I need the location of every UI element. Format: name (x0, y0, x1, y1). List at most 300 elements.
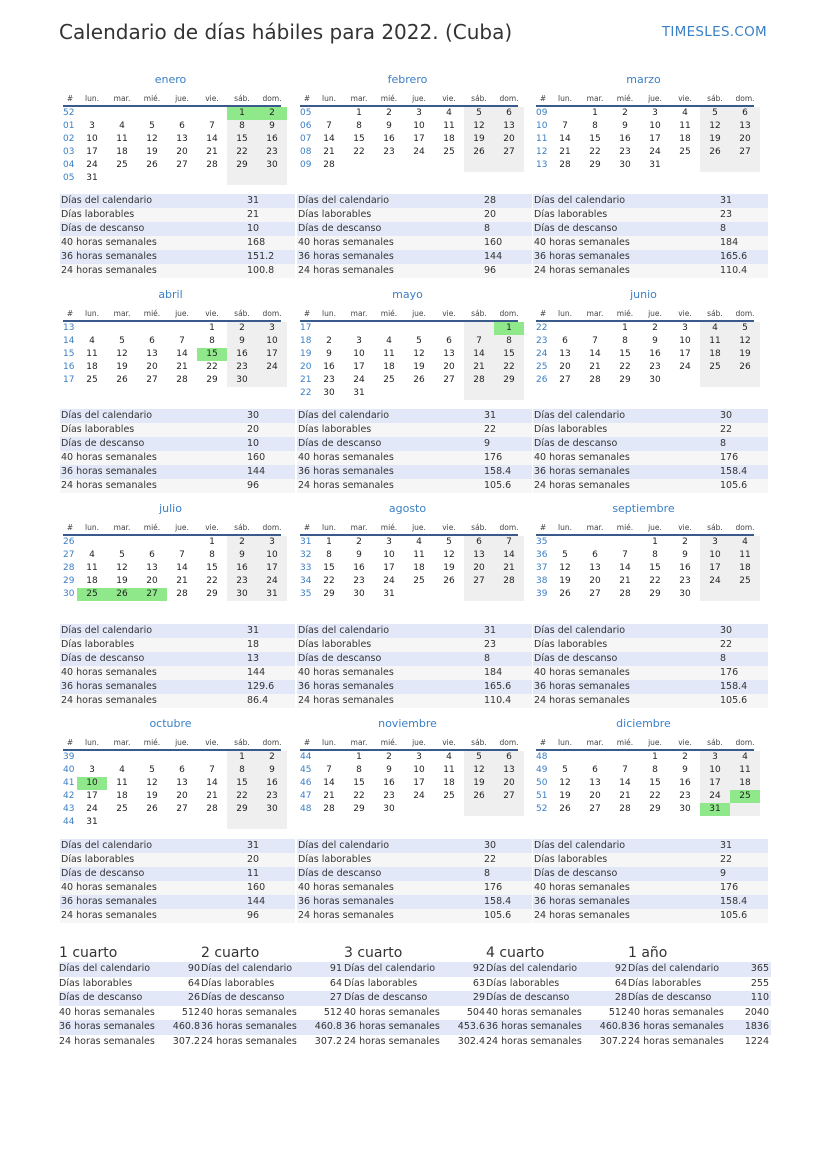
day-cell[interactable]: 3 (89, 765, 95, 775)
day-cell[interactable]: 20 (146, 576, 158, 586)
day-cell[interactable]: 23 (619, 147, 631, 157)
day-cell[interactable]: 14 (206, 134, 218, 144)
day-cell[interactable]: 14 (323, 778, 335, 788)
day-cell[interactable]: 10 (679, 336, 691, 346)
day-cell[interactable]: 26 (730, 361, 760, 374)
day-cell[interactable]: 2 (257, 107, 287, 120)
day-cell[interactable]: 7 (179, 550, 185, 560)
day-cell[interactable]: 26 (116, 375, 128, 385)
day-cell[interactable]: 27 (137, 588, 167, 601)
day-cell[interactable]: 8 (209, 336, 215, 346)
day-cell[interactable]: 27 (589, 589, 601, 599)
day-cell[interactable]: 25 (383, 375, 395, 385)
day-cell[interactable]: 18 (679, 134, 691, 144)
day-cell[interactable]: 30 (679, 804, 691, 814)
day-cell[interactable]: 23 (679, 791, 691, 801)
day-cell[interactable]: 25 (116, 160, 128, 170)
day-cell[interactable]: 5 (446, 537, 452, 547)
day-cell[interactable]: 27 (494, 790, 524, 803)
day-cell[interactable]: 23 (679, 576, 691, 586)
day-cell[interactable]: 5 (464, 107, 494, 120)
day-cell[interactable]: 25 (679, 147, 691, 157)
day-cell[interactable]: 4 (89, 336, 95, 346)
day-cell[interactable]: 18 (443, 778, 455, 788)
day-cell[interactable]: 5 (464, 751, 494, 764)
day-cell[interactable]: 27 (730, 146, 760, 159)
day-cell[interactable]: 11 (730, 764, 760, 777)
day-cell[interactable]: 13 (146, 563, 158, 573)
day-cell[interactable]: 29 (494, 374, 524, 387)
day-cell[interactable]: 11 (679, 121, 691, 131)
day-cell[interactable]: 16 (619, 134, 631, 144)
day-cell[interactable]: 15 (649, 778, 661, 788)
day-cell[interactable]: 18 (700, 348, 730, 361)
day-cell[interactable]: 8 (494, 335, 524, 348)
day-cell[interactable]: 10 (86, 134, 98, 144)
day-cell[interactable]: 18 (86, 362, 98, 372)
day-cell[interactable]: 5 (149, 765, 155, 775)
day-cell[interactable]: 18 (86, 576, 98, 586)
day-cell[interactable]: 4 (682, 108, 688, 118)
day-cell[interactable]: 17 (353, 362, 365, 372)
day-cell[interactable]: 23 (649, 362, 661, 372)
day-cell[interactable]: 20 (589, 791, 601, 801)
day-cell[interactable]: 12 (559, 563, 571, 573)
day-cell[interactable]: 10 (257, 335, 287, 348)
day-cell[interactable]: 1 (209, 323, 215, 333)
day-cell[interactable]: 24 (649, 147, 661, 157)
day-cell[interactable]: 17 (649, 134, 661, 144)
day-cell[interactable]: 7 (209, 121, 215, 131)
day-cell[interactable]: 19 (559, 791, 571, 801)
day-cell[interactable]: 11 (116, 134, 128, 144)
day-cell[interactable]: 21 (619, 791, 631, 801)
day-cell[interactable]: 12 (700, 120, 730, 133)
day-cell[interactable]: 2 (326, 336, 332, 346)
day-cell[interactable]: 29 (227, 803, 257, 816)
day-cell[interactable]: 30 (257, 803, 287, 816)
day-cell[interactable]: 7 (326, 121, 332, 131)
day-cell[interactable]: 2 (386, 108, 392, 118)
day-cell[interactable]: 28 (176, 589, 188, 599)
day-cell[interactable]: 11 (443, 765, 455, 775)
day-cell[interactable]: 19 (146, 147, 158, 157)
day-cell[interactable]: 1 (227, 107, 257, 120)
day-cell[interactable]: 6 (494, 107, 524, 120)
day-cell[interactable]: 31 (649, 160, 661, 170)
day-cell[interactable]: 16 (649, 349, 661, 359)
day-cell[interactable]: 17 (383, 563, 395, 573)
day-cell[interactable]: 14 (176, 349, 188, 359)
day-cell[interactable]: 11 (443, 121, 455, 131)
day-cell[interactable]: 14 (176, 563, 188, 573)
day-cell[interactable]: 7 (592, 336, 598, 346)
day-cell[interactable]: 25 (443, 147, 455, 157)
day-cell[interactable]: 16 (383, 778, 395, 788)
day-cell[interactable]: 28 (176, 375, 188, 385)
day-cell[interactable]: 22 (206, 362, 218, 372)
day-cell[interactable]: 23 (383, 147, 395, 157)
day-cell[interactable]: 15 (649, 563, 661, 573)
day-cell[interactable]: 7 (209, 765, 215, 775)
day-cell[interactable]: 15 (323, 563, 335, 573)
day-cell[interactable]: 9 (227, 335, 257, 348)
day-cell[interactable]: 17 (700, 777, 730, 790)
day-cell[interactable]: 24 (413, 791, 425, 801)
day-cell[interactable]: 7 (179, 336, 185, 346)
day-cell[interactable]: 10 (77, 777, 107, 790)
day-cell[interactable]: 24 (86, 160, 98, 170)
day-cell[interactable]: 14 (206, 778, 218, 788)
day-cell[interactable]: 30 (227, 374, 257, 387)
day-cell[interactable]: 5 (562, 765, 568, 775)
day-cell[interactable]: 10 (383, 550, 395, 560)
day-cell[interactable]: 30 (679, 589, 691, 599)
day-cell[interactable]: 22 (589, 147, 601, 157)
day-cell[interactable]: 19 (464, 133, 494, 146)
day-cell[interactable]: 6 (730, 107, 760, 120)
day-cell[interactable]: 24 (700, 790, 730, 803)
day-cell[interactable]: 26 (107, 588, 137, 601)
day-cell[interactable]: 31 (257, 588, 287, 601)
day-cell[interactable]: 12 (116, 349, 128, 359)
day-cell[interactable]: 1 (652, 537, 658, 547)
day-cell[interactable]: 7 (494, 536, 524, 549)
day-cell[interactable]: 6 (464, 536, 494, 549)
day-cell[interactable]: 9 (326, 349, 332, 359)
day-cell[interactable]: 18 (116, 147, 128, 157)
day-cell[interactable]: 9 (682, 550, 688, 560)
day-cell[interactable]: 13 (176, 778, 188, 788)
day-cell[interactable]: 3 (652, 108, 658, 118)
day-cell[interactable]: 3 (257, 322, 287, 335)
day-cell[interactable]: 15 (619, 349, 631, 359)
day-cell[interactable]: 29 (323, 589, 335, 599)
day-cell[interactable]: 3 (257, 536, 287, 549)
day-cell[interactable]: 6 (149, 550, 155, 560)
day-cell[interactable]: 2 (622, 108, 628, 118)
day-cell[interactable]: 16 (227, 348, 257, 361)
day-cell[interactable]: 23 (383, 791, 395, 801)
day-cell[interactable]: 17 (257, 562, 287, 575)
day-cell[interactable]: 3 (89, 121, 95, 131)
day-cell[interactable]: 3 (700, 536, 730, 549)
day-cell[interactable]: 2 (386, 752, 392, 762)
day-cell[interactable]: 20 (176, 147, 188, 157)
day-cell[interactable]: 12 (559, 778, 571, 788)
day-cell[interactable]: 22 (227, 790, 257, 803)
day-cell[interactable]: 24 (353, 375, 365, 385)
day-cell[interactable]: 9 (257, 120, 287, 133)
day-cell[interactable]: 6 (179, 765, 185, 775)
day-cell[interactable]: 9 (652, 336, 658, 346)
day-cell[interactable]: 21 (323, 791, 335, 801)
day-cell[interactable]: 13 (559, 349, 571, 359)
day-cell[interactable]: 19 (146, 791, 158, 801)
day-cell[interactable]: 17 (700, 562, 730, 575)
day-cell[interactable]: 27 (176, 160, 188, 170)
day-cell[interactable]: 29 (589, 160, 601, 170)
day-cell[interactable]: 12 (730, 335, 760, 348)
day-cell[interactable]: 15 (227, 777, 257, 790)
day-cell[interactable]: 21 (323, 147, 335, 157)
day-cell[interactable]: 24 (257, 575, 287, 588)
day-cell[interactable]: 21 (464, 361, 494, 374)
day-cell[interactable]: 22 (619, 362, 631, 372)
day-cell[interactable]: 13 (464, 549, 494, 562)
day-cell[interactable]: 20 (146, 362, 158, 372)
day-cell[interactable]: 29 (649, 589, 661, 599)
day-cell[interactable]: 14 (559, 134, 571, 144)
day-cell[interactable]: 8 (652, 550, 658, 560)
day-cell[interactable]: 31 (86, 173, 98, 183)
day-cell[interactable]: 13 (494, 764, 524, 777)
day-cell[interactable]: 4 (119, 121, 125, 131)
day-cell[interactable]: 19 (413, 362, 425, 372)
day-cell[interactable]: 4 (89, 550, 95, 560)
day-cell[interactable]: 28 (589, 375, 601, 385)
day-cell[interactable]: 30 (619, 160, 631, 170)
day-cell[interactable]: 19 (730, 348, 760, 361)
day-cell[interactable]: 9 (386, 121, 392, 131)
day-cell[interactable]: 21 (559, 147, 571, 157)
day-cell[interactable]: 12 (443, 550, 455, 560)
day-cell[interactable]: 14 (323, 134, 335, 144)
day-cell[interactable]: 18 (730, 562, 760, 575)
day-cell[interactable]: 14 (619, 563, 631, 573)
day-cell[interactable]: 1 (652, 752, 658, 762)
day-cell[interactable]: 24 (86, 804, 98, 814)
day-cell[interactable]: 19 (443, 563, 455, 573)
day-cell[interactable]: 24 (413, 147, 425, 157)
day-cell[interactable]: 3 (416, 108, 422, 118)
day-cell[interactable]: 24 (700, 575, 730, 588)
day-cell[interactable]: 10 (700, 549, 730, 562)
day-cell[interactable]: 28 (323, 160, 335, 170)
day-cell[interactable]: 26 (443, 576, 455, 586)
day-cell[interactable]: 5 (562, 550, 568, 560)
brand-link[interactable]: TIMESLES.COM (661, 24, 767, 40)
day-cell[interactable]: 11 (730, 549, 760, 562)
day-cell[interactable]: 10 (353, 349, 365, 359)
day-cell[interactable]: 29 (206, 589, 218, 599)
day-cell[interactable]: 26 (700, 146, 730, 159)
day-cell[interactable]: 30 (323, 388, 335, 398)
day-cell[interactable]: 4 (446, 752, 452, 762)
day-cell[interactable]: 9 (257, 764, 287, 777)
day-cell[interactable]: 14 (494, 549, 524, 562)
day-cell[interactable]: 20 (176, 791, 188, 801)
day-cell[interactable]: 10 (413, 765, 425, 775)
day-cell[interactable]: 28 (559, 160, 571, 170)
day-cell[interactable]: 26 (464, 790, 494, 803)
day-cell[interactable]: 1 (494, 322, 524, 335)
day-cell[interactable]: 27 (146, 375, 158, 385)
day-cell[interactable]: 18 (413, 563, 425, 573)
day-cell[interactable]: 7 (562, 121, 568, 131)
day-cell[interactable]: 2 (257, 751, 287, 764)
day-cell[interactable]: 18 (730, 777, 760, 790)
day-cell[interactable]: 8 (356, 121, 362, 131)
day-cell[interactable]: 3 (700, 751, 730, 764)
day-cell[interactable]: 30 (227, 588, 257, 601)
day-cell[interactable]: 12 (464, 764, 494, 777)
day-cell[interactable]: 29 (227, 159, 257, 172)
day-cell[interactable]: 27 (589, 804, 601, 814)
day-cell[interactable]: 28 (206, 160, 218, 170)
day-cell[interactable]: 11 (383, 349, 395, 359)
day-cell[interactable]: 16 (353, 563, 365, 573)
day-cell[interactable]: 4 (416, 537, 422, 547)
day-cell[interactable]: 2 (356, 537, 362, 547)
day-cell[interactable]: 14 (589, 349, 601, 359)
day-cell[interactable]: 4 (700, 322, 730, 335)
day-cell[interactable]: 15 (589, 134, 601, 144)
day-cell[interactable]: 7 (326, 765, 332, 775)
day-cell[interactable]: 13 (443, 349, 455, 359)
day-cell[interactable]: 11 (86, 563, 98, 573)
day-cell[interactable]: 6 (562, 336, 568, 346)
day-cell[interactable]: 1 (356, 108, 362, 118)
day-cell[interactable]: 19 (700, 133, 730, 146)
day-cell[interactable]: 6 (592, 765, 598, 775)
day-cell[interactable]: 22 (494, 361, 524, 374)
day-cell[interactable]: 4 (730, 536, 760, 549)
day-cell[interactable]: 11 (116, 778, 128, 788)
day-cell[interactable]: 26 (146, 804, 158, 814)
day-cell[interactable]: 16 (679, 778, 691, 788)
day-cell[interactable]: 1 (326, 537, 332, 547)
day-cell[interactable]: 11 (700, 335, 730, 348)
day-cell[interactable]: 17 (413, 134, 425, 144)
day-cell[interactable]: 21 (619, 576, 631, 586)
day-cell[interactable]: 12 (116, 563, 128, 573)
day-cell[interactable]: 21 (176, 362, 188, 372)
day-cell[interactable]: 16 (257, 777, 287, 790)
day-cell[interactable]: 25 (116, 804, 128, 814)
day-cell[interactable]: 29 (206, 375, 218, 385)
day-cell[interactable]: 15 (494, 348, 524, 361)
day-cell[interactable]: 7 (464, 335, 494, 348)
day-cell[interactable]: 2 (682, 537, 688, 547)
day-cell[interactable]: 18 (383, 362, 395, 372)
day-cell[interactable]: 9 (356, 550, 362, 560)
day-cell[interactable]: 1 (592, 108, 598, 118)
day-cell[interactable]: 20 (464, 562, 494, 575)
day-cell[interactable]: 30 (649, 375, 661, 385)
day-cell[interactable]: 14 (464, 348, 494, 361)
day-cell[interactable]: 2 (652, 323, 658, 333)
day-cell[interactable]: 26 (559, 589, 571, 599)
day-cell[interactable]: 21 (494, 562, 524, 575)
day-cell[interactable]: 20 (443, 362, 455, 372)
day-cell[interactable]: 15 (206, 563, 218, 573)
day-cell[interactable]: 29 (619, 375, 631, 385)
day-cell[interactable]: 16 (257, 133, 287, 146)
day-cell[interactable]: 2 (682, 752, 688, 762)
day-cell[interactable]: 22 (353, 791, 365, 801)
day-cell[interactable]: 28 (323, 804, 335, 814)
day-cell[interactable]: 17 (679, 349, 691, 359)
day-cell[interactable]: 17 (86, 791, 98, 801)
day-cell[interactable]: 30 (257, 159, 287, 172)
day-cell[interactable]: 22 (353, 147, 365, 157)
day-cell[interactable]: 29 (353, 804, 365, 814)
day-cell[interactable]: 15 (353, 134, 365, 144)
day-cell[interactable]: 22 (227, 146, 257, 159)
day-cell[interactable]: 21 (589, 362, 601, 372)
day-cell[interactable]: 28 (619, 589, 631, 599)
day-cell[interactable]: 8 (652, 765, 658, 775)
day-cell[interactable]: 8 (622, 336, 628, 346)
day-cell[interactable]: 28 (619, 804, 631, 814)
day-cell[interactable]: 18 (116, 791, 128, 801)
day-cell[interactable]: 10 (413, 121, 425, 131)
day-cell[interactable]: 27 (443, 375, 455, 385)
day-cell[interactable]: 9 (386, 765, 392, 775)
day-cell[interactable]: 12 (413, 349, 425, 359)
day-cell[interactable]: 29 (649, 804, 661, 814)
day-cell[interactable]: 8 (227, 120, 257, 133)
day-cell[interactable]: 20 (494, 777, 524, 790)
day-cell[interactable]: 15 (227, 133, 257, 146)
day-cell[interactable]: 24 (679, 362, 691, 372)
day-cell[interactable]: 20 (730, 133, 760, 146)
day-cell[interactable]: 24 (257, 361, 287, 374)
day-cell[interactable]: 17 (86, 147, 98, 157)
day-cell[interactable]: 6 (494, 751, 524, 764)
day-cell[interactable]: 23 (227, 361, 257, 374)
day-cell[interactable]: 6 (592, 550, 598, 560)
day-cell[interactable]: 15 (353, 778, 365, 788)
day-cell[interactable]: 25 (730, 575, 760, 588)
day-cell[interactable]: 9 (622, 121, 628, 131)
day-cell[interactable]: 13 (146, 349, 158, 359)
day-cell[interactable]: 16 (323, 362, 335, 372)
day-cell[interactable]: 27 (559, 375, 571, 385)
day-cell[interactable]: 4 (730, 751, 760, 764)
day-cell[interactable]: 3 (416, 752, 422, 762)
day-cell[interactable]: 1 (622, 323, 628, 333)
day-cell[interactable]: 4 (119, 765, 125, 775)
day-cell[interactable]: 8 (326, 550, 332, 560)
day-cell[interactable]: 3 (386, 537, 392, 547)
day-cell[interactable]: 5 (149, 121, 155, 131)
day-cell[interactable]: 16 (227, 562, 257, 575)
day-cell[interactable]: 15 (197, 348, 227, 361)
day-cell[interactable]: 12 (464, 120, 494, 133)
day-cell[interactable]: 27 (464, 575, 494, 588)
day-cell[interactable]: 5 (119, 336, 125, 346)
day-cell[interactable]: 25 (86, 375, 98, 385)
day-cell[interactable]: 9 (227, 549, 257, 562)
day-cell[interactable]: 6 (446, 336, 452, 346)
day-cell[interactable]: 31 (700, 803, 730, 816)
day-cell[interactable]: 3 (682, 323, 688, 333)
day-cell[interactable]: 6 (149, 336, 155, 346)
day-cell[interactable]: 23 (257, 146, 287, 159)
day-cell[interactable]: 23 (323, 375, 335, 385)
day-cell[interactable]: 25 (700, 361, 730, 374)
day-cell[interactable]: 5 (119, 550, 125, 560)
day-cell[interactable]: 18 (443, 134, 455, 144)
day-cell[interactable]: 1 (227, 751, 257, 764)
day-cell[interactable]: 19 (464, 777, 494, 790)
day-cell[interactable]: 10 (649, 121, 661, 131)
day-cell[interactable]: 16 (679, 563, 691, 573)
day-cell[interactable]: 26 (464, 146, 494, 159)
day-cell[interactable]: 10 (700, 764, 730, 777)
